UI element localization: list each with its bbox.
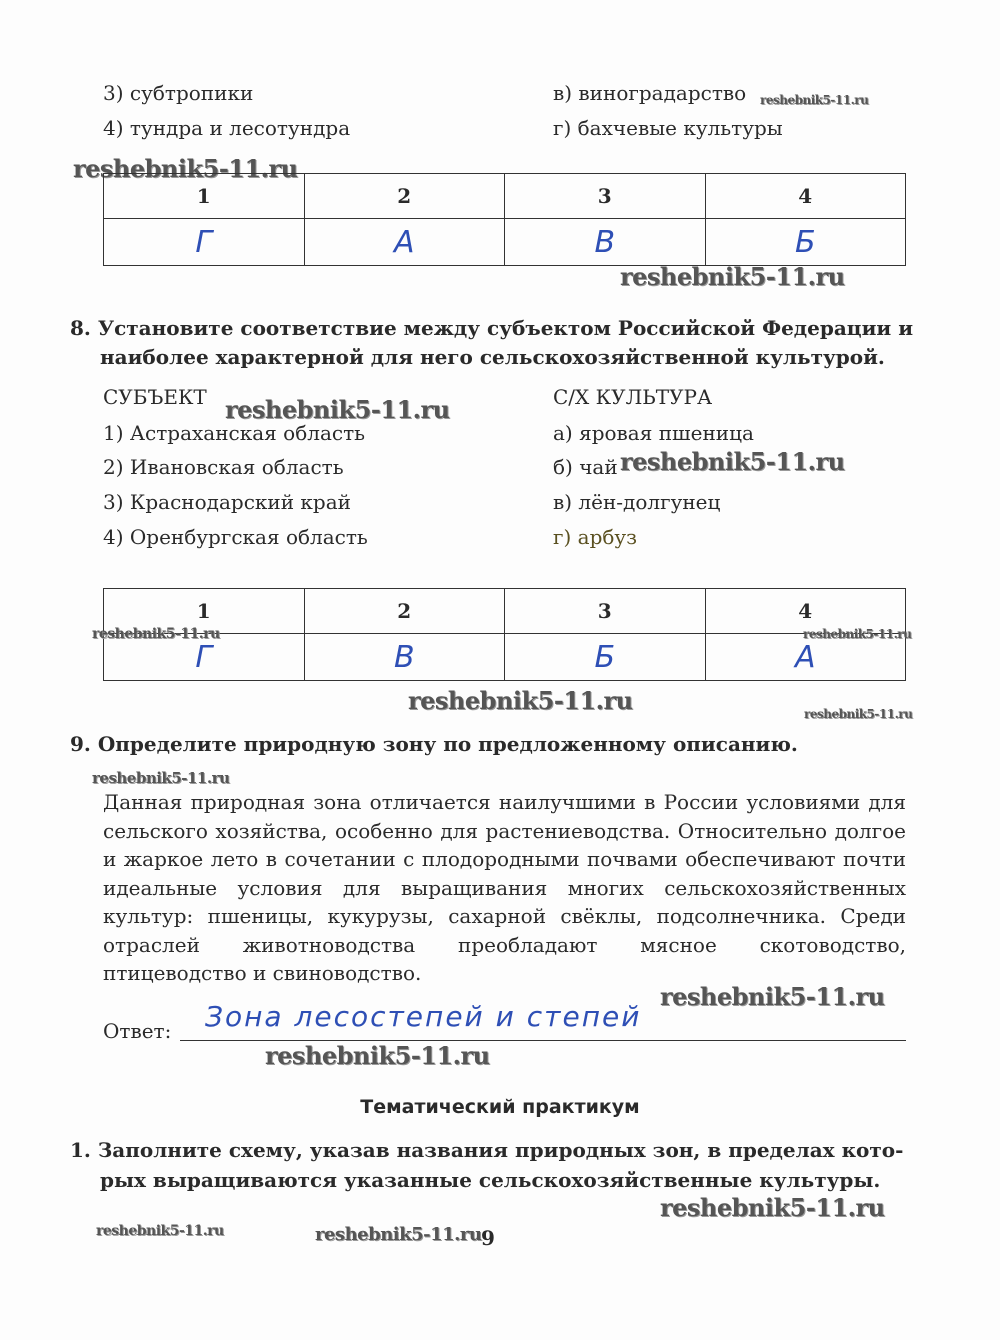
- answer-cell[interactable]: Г: [104, 219, 305, 266]
- q7-left-item: 3) субтропики: [103, 81, 254, 105]
- table-header: 3: [505, 589, 706, 634]
- watermark: reshebnik5-11.ru: [92, 769, 230, 787]
- q7-right-item: в) виноградарство: [553, 81, 747, 105]
- q9-title: 9. Определите природную зону по предложенному описанию.: [70, 732, 798, 756]
- answer-label: Ответ:: [103, 1019, 172, 1043]
- subject-item: 2) Ивановская область: [103, 455, 344, 479]
- table-header: 2: [304, 174, 505, 219]
- page-number: 9: [481, 1226, 495, 1250]
- task1-title: 1. Заполните схему, указав названия природных зон, в пределах кото-: [70, 1138, 904, 1162]
- watermark: reshebnik5-11.ru: [73, 154, 298, 183]
- watermark: reshebnik5-11.ru: [620, 262, 845, 291]
- watermark: reshebnik5-11.ru: [225, 395, 450, 424]
- answer-cell[interactable]: А: [304, 219, 505, 266]
- answer-cell[interactable]: Б: [505, 634, 706, 681]
- q9-description: Данная природная зона отличается наилучшими в России условиями для сельского хозяйства, особенно для растениеводства. Относительно долгое и жаркое лето в сочетании с плодородными почвами обеспечивают почти идеальные условия для выращивания многих сельскохозяйственных культур: пшеницы, кукурузы, сахарной свёклы, подсолнечника. Среди отраслей животноводства преобладают мясное скотоводство, птицеводство и свиноводство.: [103, 790, 906, 985]
- table-header: 3: [505, 174, 706, 219]
- watermark: reshebnik5-11.ru: [96, 1223, 224, 1239]
- table-header: 4: [705, 589, 906, 634]
- answer-cell[interactable]: Б: [705, 219, 906, 266]
- watermark: reshebnik5-11.ru: [660, 1193, 885, 1222]
- watermark: reshebnik5-11.ru: [92, 626, 220, 642]
- watermark: reshebnik5-11.ru: [265, 1041, 490, 1070]
- q8-title: 8. Установите соответствие между субъектом Российской Федерации и: [70, 316, 914, 340]
- watermark: reshebnik5-11.ru: [804, 707, 913, 721]
- subject-item: 1) Астраханская область: [103, 421, 366, 445]
- subject-header: СУБЪЕКТ: [103, 385, 207, 409]
- crop-item: в) лён-долгунец: [553, 490, 721, 514]
- q8-answer-table: [103, 588, 906, 681]
- answer-cell[interactable]: В: [505, 219, 706, 266]
- q7-answer-table: [103, 173, 906, 266]
- q7-left-item: 4) тундра и лесотундра: [103, 116, 351, 140]
- subject-item: 3) Краснодарский край: [103, 490, 351, 514]
- task1-title-cont: рых выращиваются указанные сельскохозяйственные культуры.: [100, 1168, 881, 1192]
- section-title: Тематический практикум: [360, 1096, 640, 1118]
- table-header: 4: [705, 174, 906, 219]
- watermark: reshebnik5-11.ru: [315, 1224, 482, 1245]
- table-header: 1: [104, 589, 305, 634]
- handwritten-answer[interactable]: Зона лесостепей и степей: [205, 1000, 642, 1033]
- subject-item: 4) Оренбургская область: [103, 525, 368, 549]
- table-header: 1: [104, 174, 305, 219]
- watermark: reshebnik5-11.ru: [803, 627, 912, 641]
- answer-cell[interactable]: А: [705, 634, 906, 681]
- watermark: reshebnik5-11.ru: [620, 447, 845, 476]
- table-header: 2: [304, 589, 505, 634]
- q7-right-item: г) бахчевые культуры: [553, 116, 783, 140]
- q8-title-cont: наиболее характерной для него сельскохозяйственной культурой.: [100, 345, 885, 369]
- watermark: reshebnik5-11.ru: [660, 982, 885, 1011]
- answer-cell[interactable]: В: [304, 634, 505, 681]
- watermark: reshebnik5-11.ru: [408, 686, 633, 715]
- crop-item: г) арбуз: [553, 525, 638, 549]
- answer-cell[interactable]: Г: [104, 634, 305, 681]
- crop-item: б) чай: [553, 455, 618, 479]
- crop-item: а) яровая пшеница: [553, 421, 754, 445]
- watermark: reshebnik5-11.ru: [760, 93, 869, 107]
- crop-header: С/Х КУЛЬТУРА: [553, 385, 713, 409]
